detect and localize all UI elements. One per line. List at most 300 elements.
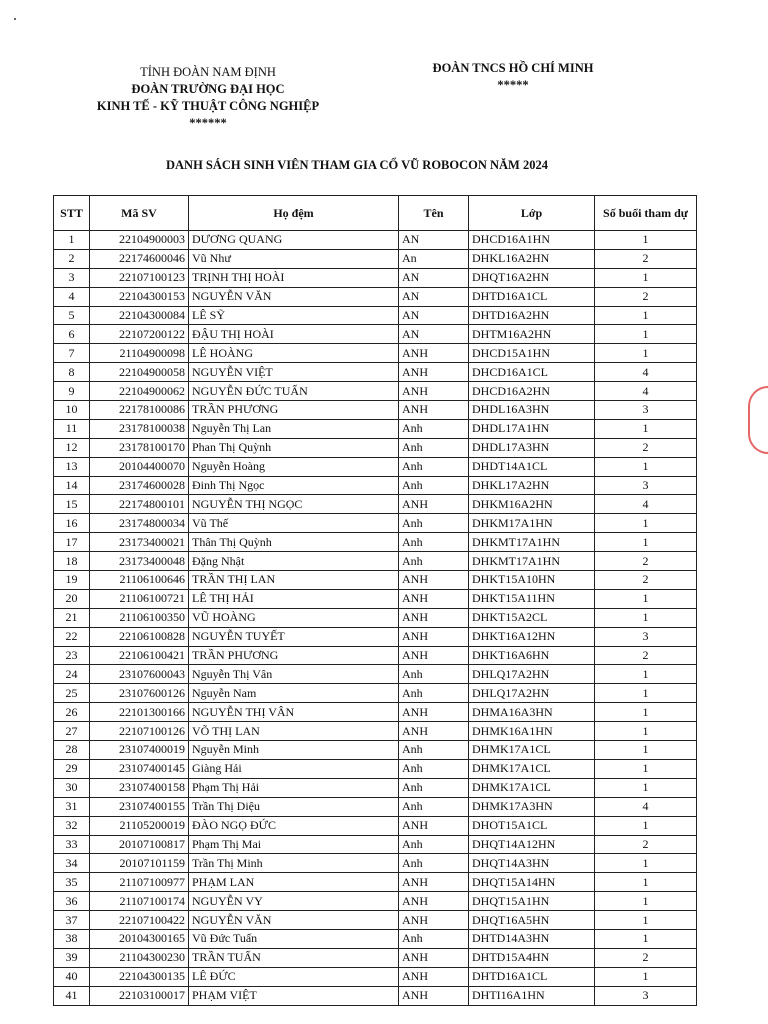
cell-surname: Vũ Đức Tuấn <box>189 929 399 948</box>
table-row <box>54 948 697 967</box>
cell-given-name: ANH <box>399 627 469 646</box>
cell-surname: TRẦN PHƯƠNG <box>189 401 399 420</box>
table-row <box>54 438 697 457</box>
table-row <box>54 835 697 854</box>
cell-student-id: 21106100721 <box>90 589 189 608</box>
cell-class: DHKMT17A1HN <box>469 533 595 552</box>
cell-class: DHMK17A3HN <box>469 797 595 816</box>
cell-class: DHQT15A14HN <box>469 873 595 892</box>
cell-sessions: 1 <box>595 684 697 703</box>
cell-sessions: 2 <box>595 646 697 665</box>
table-row <box>54 873 697 892</box>
cell-given-name: Anh <box>399 684 469 703</box>
cell-surname: NGUYỄN TUYẾT <box>189 627 399 646</box>
cell-sessions: 1 <box>595 854 697 873</box>
cell-student-id: 23173400021 <box>90 533 189 552</box>
cell-class: DHKM17A1HN <box>469 514 595 533</box>
cell-sessions: 1 <box>595 268 697 287</box>
cell-given-name: AN <box>399 231 469 250</box>
cell-student-id: 22107200122 <box>90 325 189 344</box>
cell-stt: 4 <box>54 287 90 306</box>
header-given-name: Tên <box>399 196 469 231</box>
table-row <box>54 929 697 948</box>
school-name: KINH TẾ - KỸ THUẬT CÔNG NGHIỆP <box>96 99 320 113</box>
header-right <box>398 60 628 94</box>
cell-surname: Nguyễn Thị Vân <box>189 665 399 684</box>
table-body <box>54 231 697 1006</box>
cell-surname: PHẠM VIỆT <box>189 986 399 1005</box>
cell-stt: 30 <box>54 778 90 797</box>
cell-given-name: ANH <box>399 816 469 835</box>
cell-class: DHKL16A2HN <box>469 249 595 268</box>
cell-student-id: 21107100977 <box>90 873 189 892</box>
cell-given-name: Anh <box>399 552 469 571</box>
cell-sessions: 3 <box>595 627 697 646</box>
header-right-stars: ***** <box>497 78 529 92</box>
table-row <box>54 306 697 325</box>
document-title: DANH SÁCH SINH VIÊN THAM GIA CỔ VŨ ROBOCON NĂM 2024 <box>166 158 548 172</box>
table-row <box>54 797 697 816</box>
cell-stt: 31 <box>54 797 90 816</box>
cell-sessions: 2 <box>595 438 697 457</box>
cell-given-name: Anh <box>399 419 469 438</box>
cell-class: DHMK16A1HN <box>469 722 595 741</box>
cell-stt: 5 <box>54 306 90 325</box>
cell-class: DHMA16A3HN <box>469 703 595 722</box>
table-row <box>54 344 697 363</box>
table-row <box>54 363 697 382</box>
cell-sessions: 2 <box>595 571 697 590</box>
cell-student-id: 23107400145 <box>90 759 189 778</box>
cell-surname: LÊ HOÀNG <box>189 344 399 363</box>
cell-given-name: Anh <box>399 665 469 684</box>
cell-student-id: 22104300135 <box>90 967 189 986</box>
table-row <box>54 476 697 495</box>
cell-class: DHKT15A11HN <box>469 589 595 608</box>
cell-sessions: 1 <box>595 457 697 476</box>
header-surname: Họ đệm <box>189 196 399 231</box>
table-row <box>54 457 697 476</box>
cell-stt: 17 <box>54 533 90 552</box>
cell-surname: Nguyễn Thị Lan <box>189 419 399 438</box>
cell-class: DHQT14A3HN <box>469 854 595 873</box>
cell-student-id: 22101300166 <box>90 703 189 722</box>
cell-given-name: ANH <box>399 722 469 741</box>
header-student-id: Mã SV <box>90 196 189 231</box>
cell-given-name: Anh <box>399 476 469 495</box>
cell-sessions: 1 <box>595 892 697 911</box>
cell-sessions: 2 <box>595 552 697 571</box>
table-row <box>54 967 697 986</box>
cell-given-name: Anh <box>399 533 469 552</box>
cell-student-id: 22104900058 <box>90 363 189 382</box>
cell-sessions: 1 <box>595 589 697 608</box>
table-row <box>54 533 697 552</box>
table-row <box>54 287 697 306</box>
cell-stt: 23 <box>54 646 90 665</box>
cell-given-name: ANH <box>399 986 469 1005</box>
cell-given-name: AN <box>399 287 469 306</box>
cell-student-id: 21104900098 <box>90 344 189 363</box>
cell-given-name: ANH <box>399 703 469 722</box>
cell-student-id: 23173400048 <box>90 552 189 571</box>
cell-stt: 29 <box>54 759 90 778</box>
cell-surname: Phan Thị Quỳnh <box>189 438 399 457</box>
cell-stt: 41 <box>54 986 90 1005</box>
cell-surname: Trần Thị Diệu <box>189 797 399 816</box>
cell-stt: 7 <box>54 344 90 363</box>
cell-stt: 22 <box>54 627 90 646</box>
cell-class: DHTD16A1CL <box>469 287 595 306</box>
cell-student-id: 22103100017 <box>90 986 189 1005</box>
cell-surname: LÊ THỊ HẢI <box>189 589 399 608</box>
cell-stt: 39 <box>54 948 90 967</box>
cell-class: DHDL16A3HN <box>469 401 595 420</box>
cell-surname: NGUYỄN VĂN <box>189 287 399 306</box>
cell-given-name: An <box>399 249 469 268</box>
cell-given-name: ANH <box>399 608 469 627</box>
cell-given-name: ANH <box>399 344 469 363</box>
cell-surname: NGUYỄN THỊ NGỌC <box>189 495 399 514</box>
cell-class: DHCD16A1HN <box>469 231 595 250</box>
cell-sessions: 1 <box>595 306 697 325</box>
cell-class: DHQT16A2HN <box>469 268 595 287</box>
cell-stt: 18 <box>54 552 90 571</box>
cell-surname: Vũ Thế <box>189 514 399 533</box>
cell-class: DHQT16A5HN <box>469 911 595 930</box>
cell-surname: DƯƠNG QUANG <box>189 231 399 250</box>
cell-student-id: 21105200019 <box>90 816 189 835</box>
cell-student-id: 22104300153 <box>90 287 189 306</box>
cell-sessions: 2 <box>595 835 697 854</box>
cell-sessions: 1 <box>595 778 697 797</box>
cell-stt: 3 <box>54 268 90 287</box>
table-row <box>54 571 697 590</box>
cell-stt: 32 <box>54 816 90 835</box>
cell-given-name: ANH <box>399 571 469 590</box>
cell-surname: NGUYỄN THỊ VÂN <box>189 703 399 722</box>
cell-class: DHMK17A1CL <box>469 759 595 778</box>
cell-stt: 38 <box>54 929 90 948</box>
cell-class: DHCD16A1CL <box>469 363 595 382</box>
table-row <box>54 816 697 835</box>
cell-student-id: 20107100817 <box>90 835 189 854</box>
cell-student-id: 22174800101 <box>90 495 189 514</box>
cell-sessions: 4 <box>595 495 697 514</box>
cell-student-id: 22107100123 <box>90 268 189 287</box>
cell-sessions: 1 <box>595 665 697 684</box>
cell-class: DHTD14A3HN <box>469 929 595 948</box>
cell-class: DHOT15A1CL <box>469 816 595 835</box>
table-row <box>54 325 697 344</box>
cell-surname: TRẦN PHƯƠNG <box>189 646 399 665</box>
table-row <box>54 608 697 627</box>
cell-given-name: ANH <box>399 401 469 420</box>
cell-surname: Đinh Thị Ngọc <box>189 476 399 495</box>
cell-sessions: 2 <box>595 287 697 306</box>
cell-given-name: ANH <box>399 495 469 514</box>
table-row <box>54 627 697 646</box>
table-row <box>54 911 697 930</box>
cell-sessions: 3 <box>595 401 697 420</box>
cell-surname: VÕ THỊ LAN <box>189 722 399 741</box>
cell-class: DHKT16A6HN <box>469 646 595 665</box>
cell-surname: Thân Thị Quỳnh <box>189 533 399 552</box>
province-union-name: TỈNH ĐOÀN NAM ĐỊNH <box>140 65 276 79</box>
cell-class: DHLQ17A2HN <box>469 684 595 703</box>
cell-student-id: 23107600043 <box>90 665 189 684</box>
cell-stt: 21 <box>54 608 90 627</box>
cell-class: DHKMT17A1HN <box>469 552 595 571</box>
table-row <box>54 495 697 514</box>
cell-sessions: 1 <box>595 533 697 552</box>
cell-given-name: AN <box>399 306 469 325</box>
cell-student-id: 23174800034 <box>90 514 189 533</box>
cell-surname: NGUYỄN VĂN <box>189 911 399 930</box>
cell-class: DHKT16A12HN <box>469 627 595 646</box>
cell-given-name: Anh <box>399 854 469 873</box>
cell-stt: 35 <box>54 873 90 892</box>
cell-class: DHKL17A2HN <box>469 476 595 495</box>
cell-given-name: ANH <box>399 911 469 930</box>
cell-class: DHMK17A1CL <box>469 778 595 797</box>
header-left <box>70 64 346 132</box>
table-row <box>54 892 697 911</box>
table-row <box>54 589 697 608</box>
cell-surname: ĐÀO NGỌ ĐỨC <box>189 816 399 835</box>
cell-class: DHKM16A2HN <box>469 495 595 514</box>
cell-stt: 1 <box>54 231 90 250</box>
cell-given-name: AN <box>399 268 469 287</box>
cell-sessions: 3 <box>595 986 697 1005</box>
cell-sessions: 1 <box>595 419 697 438</box>
cell-stt: 34 <box>54 854 90 873</box>
cell-given-name: Anh <box>399 438 469 457</box>
cell-student-id: 23107400155 <box>90 797 189 816</box>
cell-student-id: 21104300230 <box>90 948 189 967</box>
table-row <box>54 854 697 873</box>
cell-given-name: Anh <box>399 835 469 854</box>
cell-stt: 6 <box>54 325 90 344</box>
cell-stt: 24 <box>54 665 90 684</box>
cell-surname: LÊ SỸ <box>189 306 399 325</box>
cell-sessions: 3 <box>595 476 697 495</box>
table-row <box>54 231 697 250</box>
cell-student-id: 22178100086 <box>90 401 189 420</box>
cell-class: DHDL17A1HN <box>469 419 595 438</box>
cell-stt: 2 <box>54 249 90 268</box>
cell-sessions: 1 <box>595 816 697 835</box>
table-row <box>54 401 697 420</box>
cell-given-name: Anh <box>399 457 469 476</box>
cell-surname: PHẠM LAN <box>189 873 399 892</box>
cell-sessions: 1 <box>595 873 697 892</box>
cell-class: DHTD16A2HN <box>469 306 595 325</box>
header-sessions: Số buổi tham dự <box>595 196 697 231</box>
cell-student-id: 22106100421 <box>90 646 189 665</box>
cell-surname: Nguyễn Minh <box>189 741 399 760</box>
cell-given-name: ANH <box>399 967 469 986</box>
cell-sessions: 1 <box>595 514 697 533</box>
cell-student-id: 21106100646 <box>90 571 189 590</box>
cell-student-id: 20104300165 <box>90 929 189 948</box>
cell-class: DHMK17A1CL <box>469 741 595 760</box>
table-row <box>54 249 697 268</box>
table-row <box>54 722 697 741</box>
cell-stt: 27 <box>54 722 90 741</box>
cell-given-name: Anh <box>399 741 469 760</box>
cell-class: DHTI16A1HN <box>469 986 595 1005</box>
table-row <box>54 552 697 571</box>
cell-sessions: 1 <box>595 703 697 722</box>
organization-name: ĐOÀN TNCS HỒ CHÍ MINH <box>432 61 594 75</box>
cell-surname: NGUYỄN ĐỨC TUẤN <box>189 382 399 401</box>
cell-given-name: Anh <box>399 929 469 948</box>
cell-class: DHTD16A1CL <box>469 967 595 986</box>
cell-class: DHTD15A4HN <box>469 948 595 967</box>
table-row <box>54 703 697 722</box>
cell-stt: 16 <box>54 514 90 533</box>
table-row <box>54 741 697 760</box>
cell-student-id: 22104900003 <box>90 231 189 250</box>
cell-sessions: 1 <box>595 741 697 760</box>
cell-given-name: Anh <box>399 778 469 797</box>
cell-given-name: Anh <box>399 514 469 533</box>
cell-surname: TRẦN THỊ LAN <box>189 571 399 590</box>
cell-sessions: 1 <box>595 231 697 250</box>
cell-stt: 15 <box>54 495 90 514</box>
cell-class: DHKT15A2CL <box>469 608 595 627</box>
cell-class: DHCD15A1HN <box>469 344 595 363</box>
cell-surname: Giàng Hải <box>189 759 399 778</box>
cell-sessions: 1 <box>595 608 697 627</box>
cell-stt: 10 <box>54 401 90 420</box>
cell-surname: VŨ HOÀNG <box>189 608 399 627</box>
cell-given-name: ANH <box>399 948 469 967</box>
table-row <box>54 514 697 533</box>
cell-given-name: Anh <box>399 759 469 778</box>
cell-student-id: 23178100170 <box>90 438 189 457</box>
cell-surname: LÊ ĐỨC <box>189 967 399 986</box>
cell-sessions: 2 <box>595 948 697 967</box>
header-left-stars: ****** <box>189 116 227 130</box>
table-row <box>54 665 697 684</box>
cell-given-name: ANH <box>399 589 469 608</box>
cell-student-id: 21106100350 <box>90 608 189 627</box>
cell-sessions: 1 <box>595 325 697 344</box>
header-stt: STT <box>54 196 90 231</box>
school-union-name: ĐOÀN TRƯỜNG ĐẠI HỌC <box>131 82 285 96</box>
cell-surname: NGUYỄN VIỆT <box>189 363 399 382</box>
cell-class: DHQT14A12HN <box>469 835 595 854</box>
cell-surname: Nguyễn Nam <box>189 684 399 703</box>
cell-stt: 26 <box>54 703 90 722</box>
cell-sessions: 1 <box>595 911 697 930</box>
cell-class: DHCD16A2HN <box>469 382 595 401</box>
cell-sessions: 4 <box>595 363 697 382</box>
cell-given-name: ANH <box>399 646 469 665</box>
cell-stt: 33 <box>54 835 90 854</box>
cell-stt: 19 <box>54 571 90 590</box>
table-row <box>54 778 697 797</box>
table-row <box>54 646 697 665</box>
cell-surname: Phạm Thị Mai <box>189 835 399 854</box>
cell-student-id: 20107101159 <box>90 854 189 873</box>
cell-stt: 36 <box>54 892 90 911</box>
table-row <box>54 268 697 287</box>
table-row <box>54 759 697 778</box>
cell-student-id: 23107400019 <box>90 741 189 760</box>
cell-given-name: Anh <box>399 797 469 816</box>
cell-surname: Đặng Nhật <box>189 552 399 571</box>
cell-student-id: 22104900062 <box>90 382 189 401</box>
cell-surname: Phạm Thị Hải <box>189 778 399 797</box>
cell-student-id: 22106100828 <box>90 627 189 646</box>
header-class: Lớp <box>469 196 595 231</box>
cell-stt: 9 <box>54 382 90 401</box>
cell-student-id: 22104300084 <box>90 306 189 325</box>
cell-surname: Vũ Như <box>189 249 399 268</box>
cell-student-id: 22107100422 <box>90 911 189 930</box>
cell-sessions: 1 <box>595 759 697 778</box>
cell-class: DHLQ17A2HN <box>469 665 595 684</box>
cell-stt: 13 <box>54 457 90 476</box>
cell-class: DHTM16A2HN <box>469 325 595 344</box>
red-seal-stamp <box>748 386 768 454</box>
cell-student-id: 22174600046 <box>90 249 189 268</box>
cell-surname: Nguyễn Hoàng <box>189 457 399 476</box>
cell-stt: 25 <box>54 684 90 703</box>
cell-sessions: 4 <box>595 382 697 401</box>
cell-class: DHDL17A3HN <box>469 438 595 457</box>
student-table <box>53 195 697 1006</box>
cell-sessions: 4 <box>595 797 697 816</box>
cell-given-name: ANH <box>399 363 469 382</box>
cell-stt: 8 <box>54 363 90 382</box>
cell-sessions: 1 <box>595 929 697 948</box>
cell-given-name: ANH <box>399 873 469 892</box>
cell-given-name: ANH <box>399 382 469 401</box>
cell-stt: 28 <box>54 741 90 760</box>
cell-student-id: 22107100126 <box>90 722 189 741</box>
cell-student-id: 23107400158 <box>90 778 189 797</box>
table-row <box>54 684 697 703</box>
cell-surname: TRỊNH THỊ HOÀI <box>189 268 399 287</box>
cell-sessions: 2 <box>595 249 697 268</box>
table-row <box>54 419 697 438</box>
cell-student-id: 21107100174 <box>90 892 189 911</box>
table-header-row <box>54 196 697 231</box>
cell-surname: NGUYỄN VY <box>189 892 399 911</box>
cell-surname: ĐẬU THỊ HOÀI <box>189 325 399 344</box>
cell-sessions: 1 <box>595 344 697 363</box>
cell-student-id: 23178100038 <box>90 419 189 438</box>
cell-class: DHKT15A10HN <box>469 571 595 590</box>
table-row <box>54 986 697 1005</box>
cell-sessions: 1 <box>595 967 697 986</box>
cell-class: DHQT15A1HN <box>469 892 595 911</box>
cell-stt: 14 <box>54 476 90 495</box>
cell-stt: 11 <box>54 419 90 438</box>
cell-stt: 12 <box>54 438 90 457</box>
cell-given-name: ANH <box>399 892 469 911</box>
cell-surname: TRẦN TUẤN <box>189 948 399 967</box>
cell-stt: 20 <box>54 589 90 608</box>
cell-class: DHDT14A1CL <box>469 457 595 476</box>
cell-student-id: 23107600126 <box>90 684 189 703</box>
cell-given-name: AN <box>399 325 469 344</box>
cell-stt: 40 <box>54 967 90 986</box>
